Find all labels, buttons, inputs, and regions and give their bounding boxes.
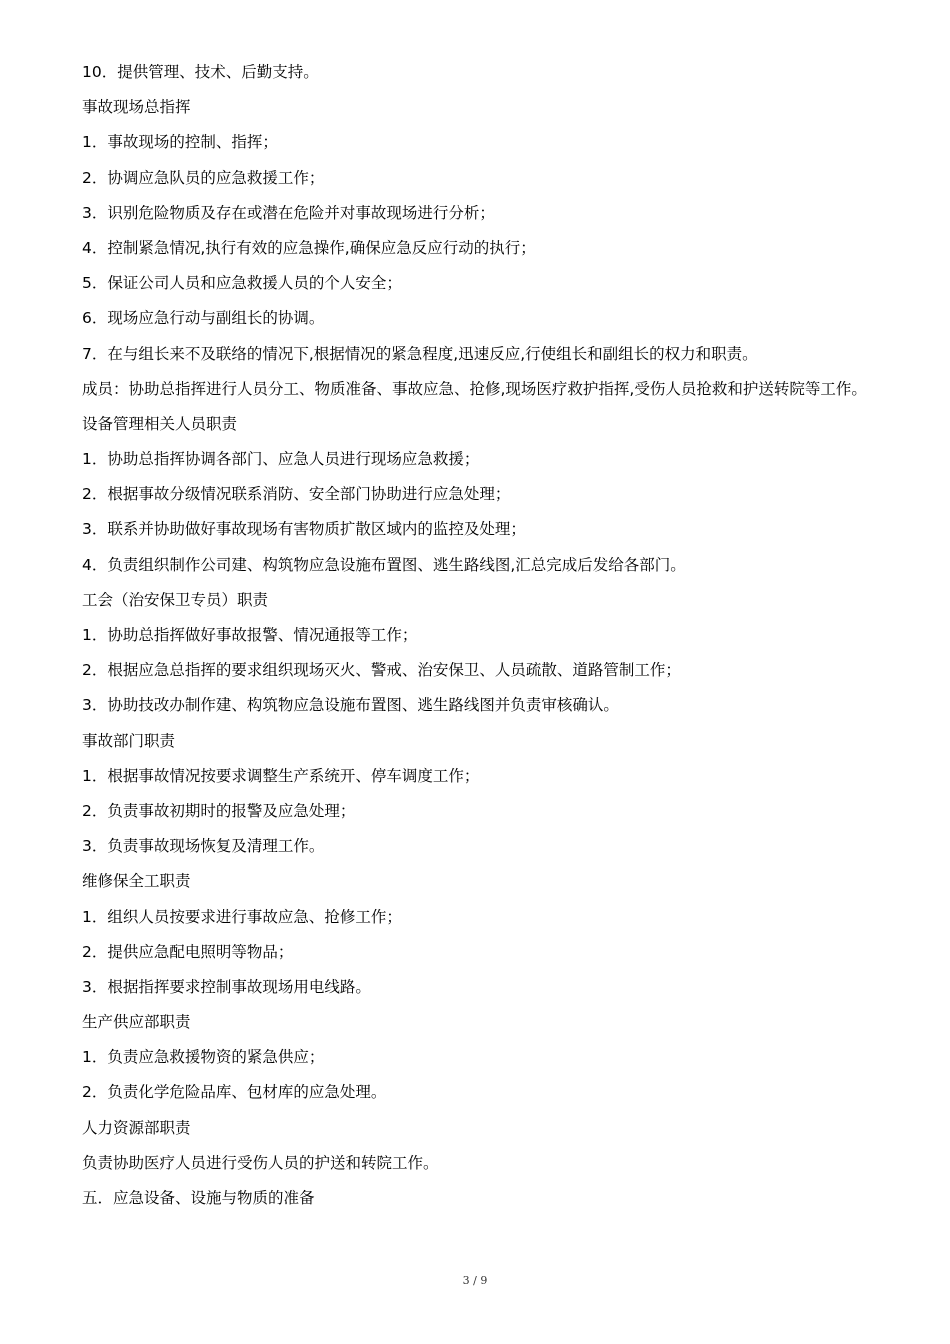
list-item: 3．识别危险物质及存在或潜在危险并对事故现场进行分析； [82, 203, 495, 222]
chapter-heading: 五．应急设备、设施与物质的准备 [82, 1189, 315, 1208]
section-heading: 事故现场总指挥 [82, 98, 191, 117]
list-item: 1．组织人员按要求进行事故应急、抢修工作； [82, 907, 402, 926]
list-item: 2．负责事故初期时的报警及应急处理； [82, 801, 356, 820]
section-heading: 生产供应部职责 [82, 1013, 191, 1032]
list-item: 1．负责应急救援物资的紧急供应； [82, 1048, 325, 1067]
list-item: 4．负责组织制作公司建、构筑物应急设施布置图、逃生路线图,汇总完成后发给各部门。 [82, 555, 686, 574]
list-item: 1．根据事故情况按要求调整生产系统开、停车调度工作； [82, 766, 480, 785]
list-item: 1．事故现场的控制、指挥； [82, 133, 278, 152]
list-item: 2．根据事故分级情况联系消防、安全部门协助进行应急处理； [82, 485, 511, 504]
list-item: 4．控制紧急情况,执行有效的应急操作,确保应急反应行动的执行； [82, 238, 536, 257]
page-number: 3 / 9 [462, 1274, 488, 1287]
list-item: 10．提供管理、技术、后勤支持。 [82, 63, 319, 81]
list-item: 5．保证公司人员和应急救援人员的个人安全； [82, 274, 402, 293]
section-heading: 事故部门职责 [82, 731, 176, 750]
section-heading: 人力资源部职责 [82, 1118, 191, 1137]
document-body [48, 55, 908, 1216]
section-heading: 工会（治安保卫专员）职责 [82, 590, 269, 609]
list-item: 6．现场应急行动与副组长的协调。 [82, 309, 325, 328]
list-item: 2．协调应急队员的应急救援工作； [82, 168, 325, 187]
list-item: 2．提供应急配电照明等物品； [82, 942, 294, 961]
list-item: 1．协助总指挥做好事故报警、情况通报等工作； [82, 626, 418, 645]
list-item: 3．联系并协助做好事故现场有害物质扩散区域内的监控及处理； [82, 520, 526, 539]
body-paragraph: 负责协助医疗人员进行受伤人员的护送和转院工作。 [82, 1153, 439, 1172]
list-item: 1．协助总指挥协调各部门、应急人员进行现场应急救援； [82, 450, 480, 469]
list-item: 7．在与组长来不及联络的情况下,根据情况的紧急程度,迅速反应,行使组长和副组长的权力和职责。 [82, 344, 758, 363]
list-item: 2．根据应急总指挥的要求组织现场灭火、警戒、治安保卫、人员疏散、道路管制工作； [82, 661, 681, 680]
list-item: 3．协助技改办制作建、构筑物应急设施布置图、逃生路线图并负责审核确认。 [82, 696, 619, 715]
list-item: 2．负责化学危险品库、包材库的应急处理。 [82, 1083, 387, 1102]
body-paragraph: 成员：协助总指挥进行人员分工、物质准备、事故应急、抢修,现场医疗救护指挥,受伤人员抢救和护送转院等工作。 [82, 379, 867, 398]
list-item: 3．根据指挥要求控制事故现场用电线路。 [82, 977, 371, 996]
list-item: 3．负责事故现场恢复及清理工作。 [82, 837, 325, 856]
section-heading: 维修保全工职责 [82, 872, 191, 891]
section-heading: 设备管理相关人员职责 [82, 414, 238, 433]
